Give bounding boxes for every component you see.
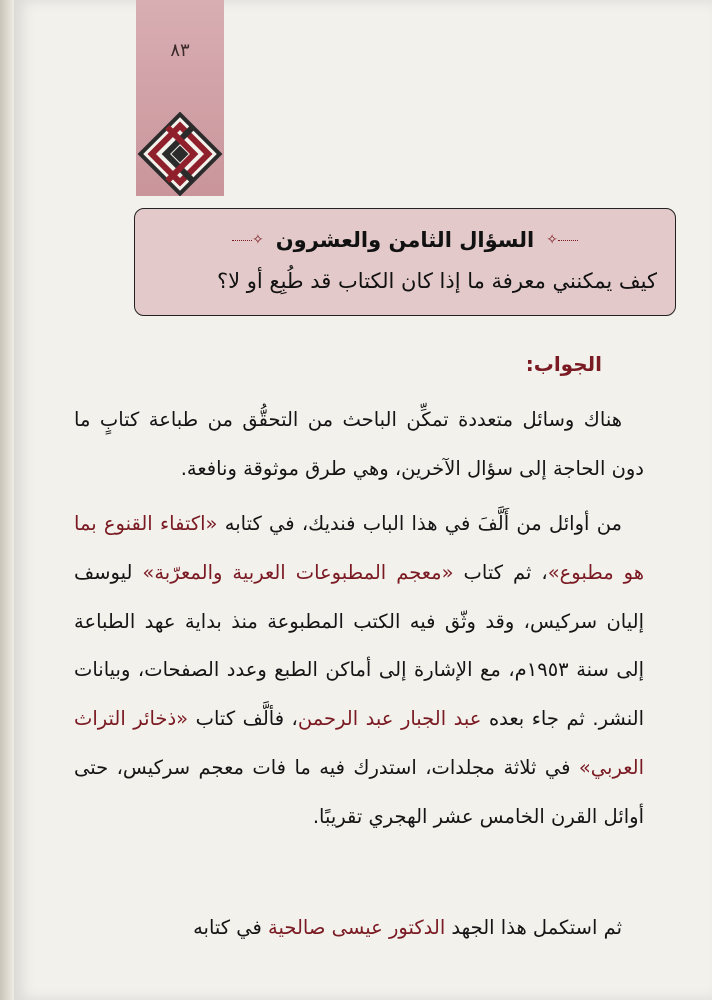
p2-text-4: ، فألَّف كتاب	[188, 707, 298, 731]
p3-author-name: الدكتور عيسى صالحية	[268, 916, 446, 939]
p2-text-5: في ثلاثة مجلدات، استدرك فيه ما فات معجم سركيس، حتى أوائل القرن الخامس عشر الهجري تقريبًا.	[74, 755, 644, 828]
knot-emblem-icon	[136, 112, 224, 196]
p2-book-title-1: «اكتفاء القنوع بما هو مطبوع»	[74, 512, 644, 584]
book-spine	[0, 0, 14, 1000]
p2-book-title-2: «معجم المطبوعات العربية والمعرّبة»	[142, 560, 454, 584]
p2-author-name: عبد الجبار عبد الرحمن	[297, 707, 482, 731]
ornament-left-icon: ✧	[232, 232, 264, 248]
paragraph-3	[74, 904, 644, 953]
p3-text-1: ثم استكمل هذا الجهد	[445, 916, 622, 939]
p3-text-2: في كتابه	[193, 916, 269, 939]
paragraph-2	[74, 500, 644, 842]
question-text: كيف يمكنني معرفة ما إذا كان الكتاب قد طُبِع أو لا؟	[216, 269, 657, 293]
answer-label: الجواب:	[525, 352, 602, 376]
page-number: ٨٣	[170, 40, 190, 61]
p2-text-1: من أوائل من أَلَّفَ في هذا الباب فنديك، في كتابه	[217, 512, 622, 535]
book-page	[14, 0, 712, 1000]
p2-book-title-3: «ذخائر التراث العربي»	[74, 707, 644, 779]
paragraph-1: هناك وسائل متعددة تمكِّن الباحث من التحقُّق من طباعة كتابٍ ما دون الحاجة إلى سؤال الآخرين، وهي طرق موثوقة ونافعة.	[74, 408, 644, 480]
ornament-right-icon: ✧	[546, 232, 578, 248]
header-ribbon	[136, 0, 224, 196]
question-box	[134, 208, 676, 316]
p2-text-2: ، ثم كتاب	[453, 560, 548, 584]
p2-text-3: ليوسف إليان سركيس، وقد وثّق فيه الكتب المطبوعة منذ بداية عهد الطباعة إلى سنة ١٩٥٣م، مع الإشارة إلى أماكن الطبع وعدد الصفحات، وبيانات النشر. ثم جاء بعده	[74, 560, 645, 731]
question-title: السؤال الثامن والعشرون	[275, 228, 535, 252]
question-title-row	[135, 223, 675, 257]
